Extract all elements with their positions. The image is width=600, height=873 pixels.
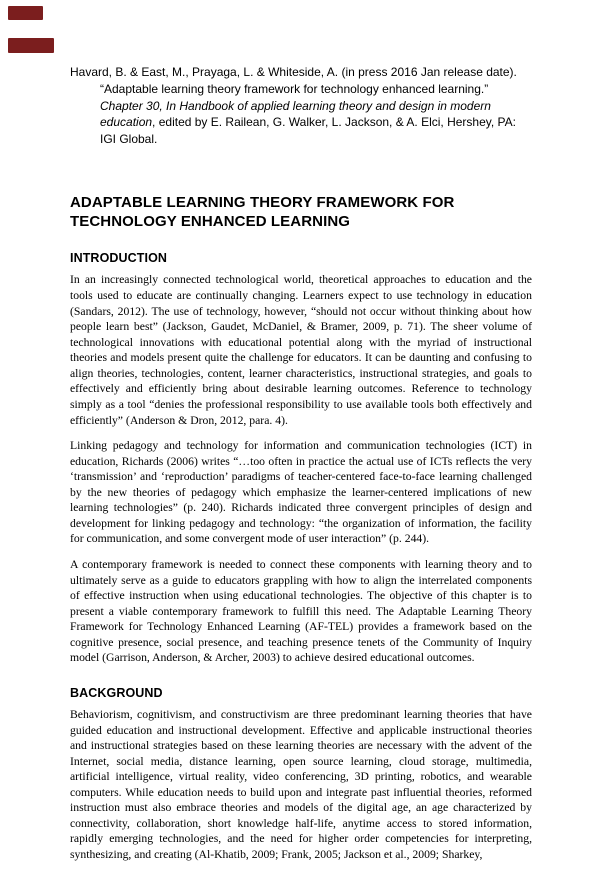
citation-segment-normal: Havard, B. & East, M., Prayaga, L. & Whiteside, A. (in press 2016 Jan release date). “Adaptable learning theory framework for technology enhanced learning.” (70, 65, 517, 96)
introduction-paragraph-2: Linking pedagogy and technology for information and communication technologies (ICT) in education, Richards (2006) writes “…too often in practice the actual use of ICTs reflects the very ‘transmission’ and ‘reproduction’ paradigms of teacher-centered face-to-face learning challenged by the new theories of pedagogy which emphasize the learner-centered implications of new learning technologies” (p. 240). Richards indicated three convergent principles of design and development for linking pedagogy and technology: “the organization of information, the facility for communication, and some convergent mode of user interaction” (p. 244). (70, 439, 532, 546)
citation-segment-tail: , edited by E. Railean, G. Walker, L. Jackson, & A. Elci, Hershey, PA: IGI Global. (100, 115, 516, 147)
page-content (70, 64, 532, 873)
introduction-paragraph-3: A contemporary framework is needed to connect these components with learning theory and to ultimately serve as a guide to educators grappling with how to align the interrelated components of effective instruction when using educational technologies. The objective of this chapter is to present a viable contemporary framework to fulfill this need. The Adaptable Learning Theory Framework for Technology Enhanced Learning (AF-TEL) provides a framework based on the cognitive presence, social presence, and teaching presence tenets of the Community of Inquiry model (Garrison, Anderson, & Archer, 2003) to achieve desired educational outcomes. (70, 558, 532, 665)
section-heading-introduction: INTRODUCTION (70, 251, 168, 266)
citation-segment-italic: Chapter 30, In Handbook of applied learning theory and design in modern education (100, 98, 491, 130)
introduction-paragraph-1: In an increasingly connected technological world, theoretical approaches to education and the tools used to educate are continually changing. Learners expect to use technology in education (Sandars, 2012). The use of technology, however, “should not occur without thinking about how people learn best” (Jackson, Gaudet, McDaniel, & Bramer, 2009, p. 71). The sheer volume of technological innovations with educational potential along with the myriad of instructional theories and models present quite the challenge for educators. It can be daunting and confusing to align theories, technologies, content, learner characteristics, instructional strategies, and goals to effectively and efficiently bring about desirable learning outcomes. Reference to technology simply as a tool “denies the professional responsibility to use available tools both effectively and efficiently” (Anderson & Dron, 2012, para. 4). (70, 273, 532, 427)
background-paragraph-1: Behaviorism, cognitivism, and constructivism are three predominant learning theories that have guided education and instructional development. Effective and applicable instructional theories and instructional strategies based on these learning theories are necessary with the advent of the Internet, social media, distance learning, open source learning, cloud storage, multimedia, artificial intelligence, virtual reality, video conferencing, 3D printing, robotics, and wearable computers. While education needs to build upon and integrate past influential theories, reformed instruction must also embrace theories and models of the digital age, an age characterized by connectivity, collaboration, short knowledge half-life, anytime access to stored information, rapidly emerging technologies, and the need for higher order competencies for interpreting, synthesizing, and creating (Al-Khatib, 2009; Frank, 2005; Jackson et al., 2009; Sharkey, (70, 707, 532, 862)
citation (70, 64, 532, 148)
page-title: ADAPTABLE LEARNING THEORY FRAMEWORK FOR TECHNOLOGY ENHANCED LEARNING (70, 193, 455, 230)
maroon-button-bottom[interactable] (8, 38, 54, 53)
maroon-button-top[interactable] (8, 6, 43, 20)
section-heading-background: BACKGROUND (70, 685, 163, 700)
